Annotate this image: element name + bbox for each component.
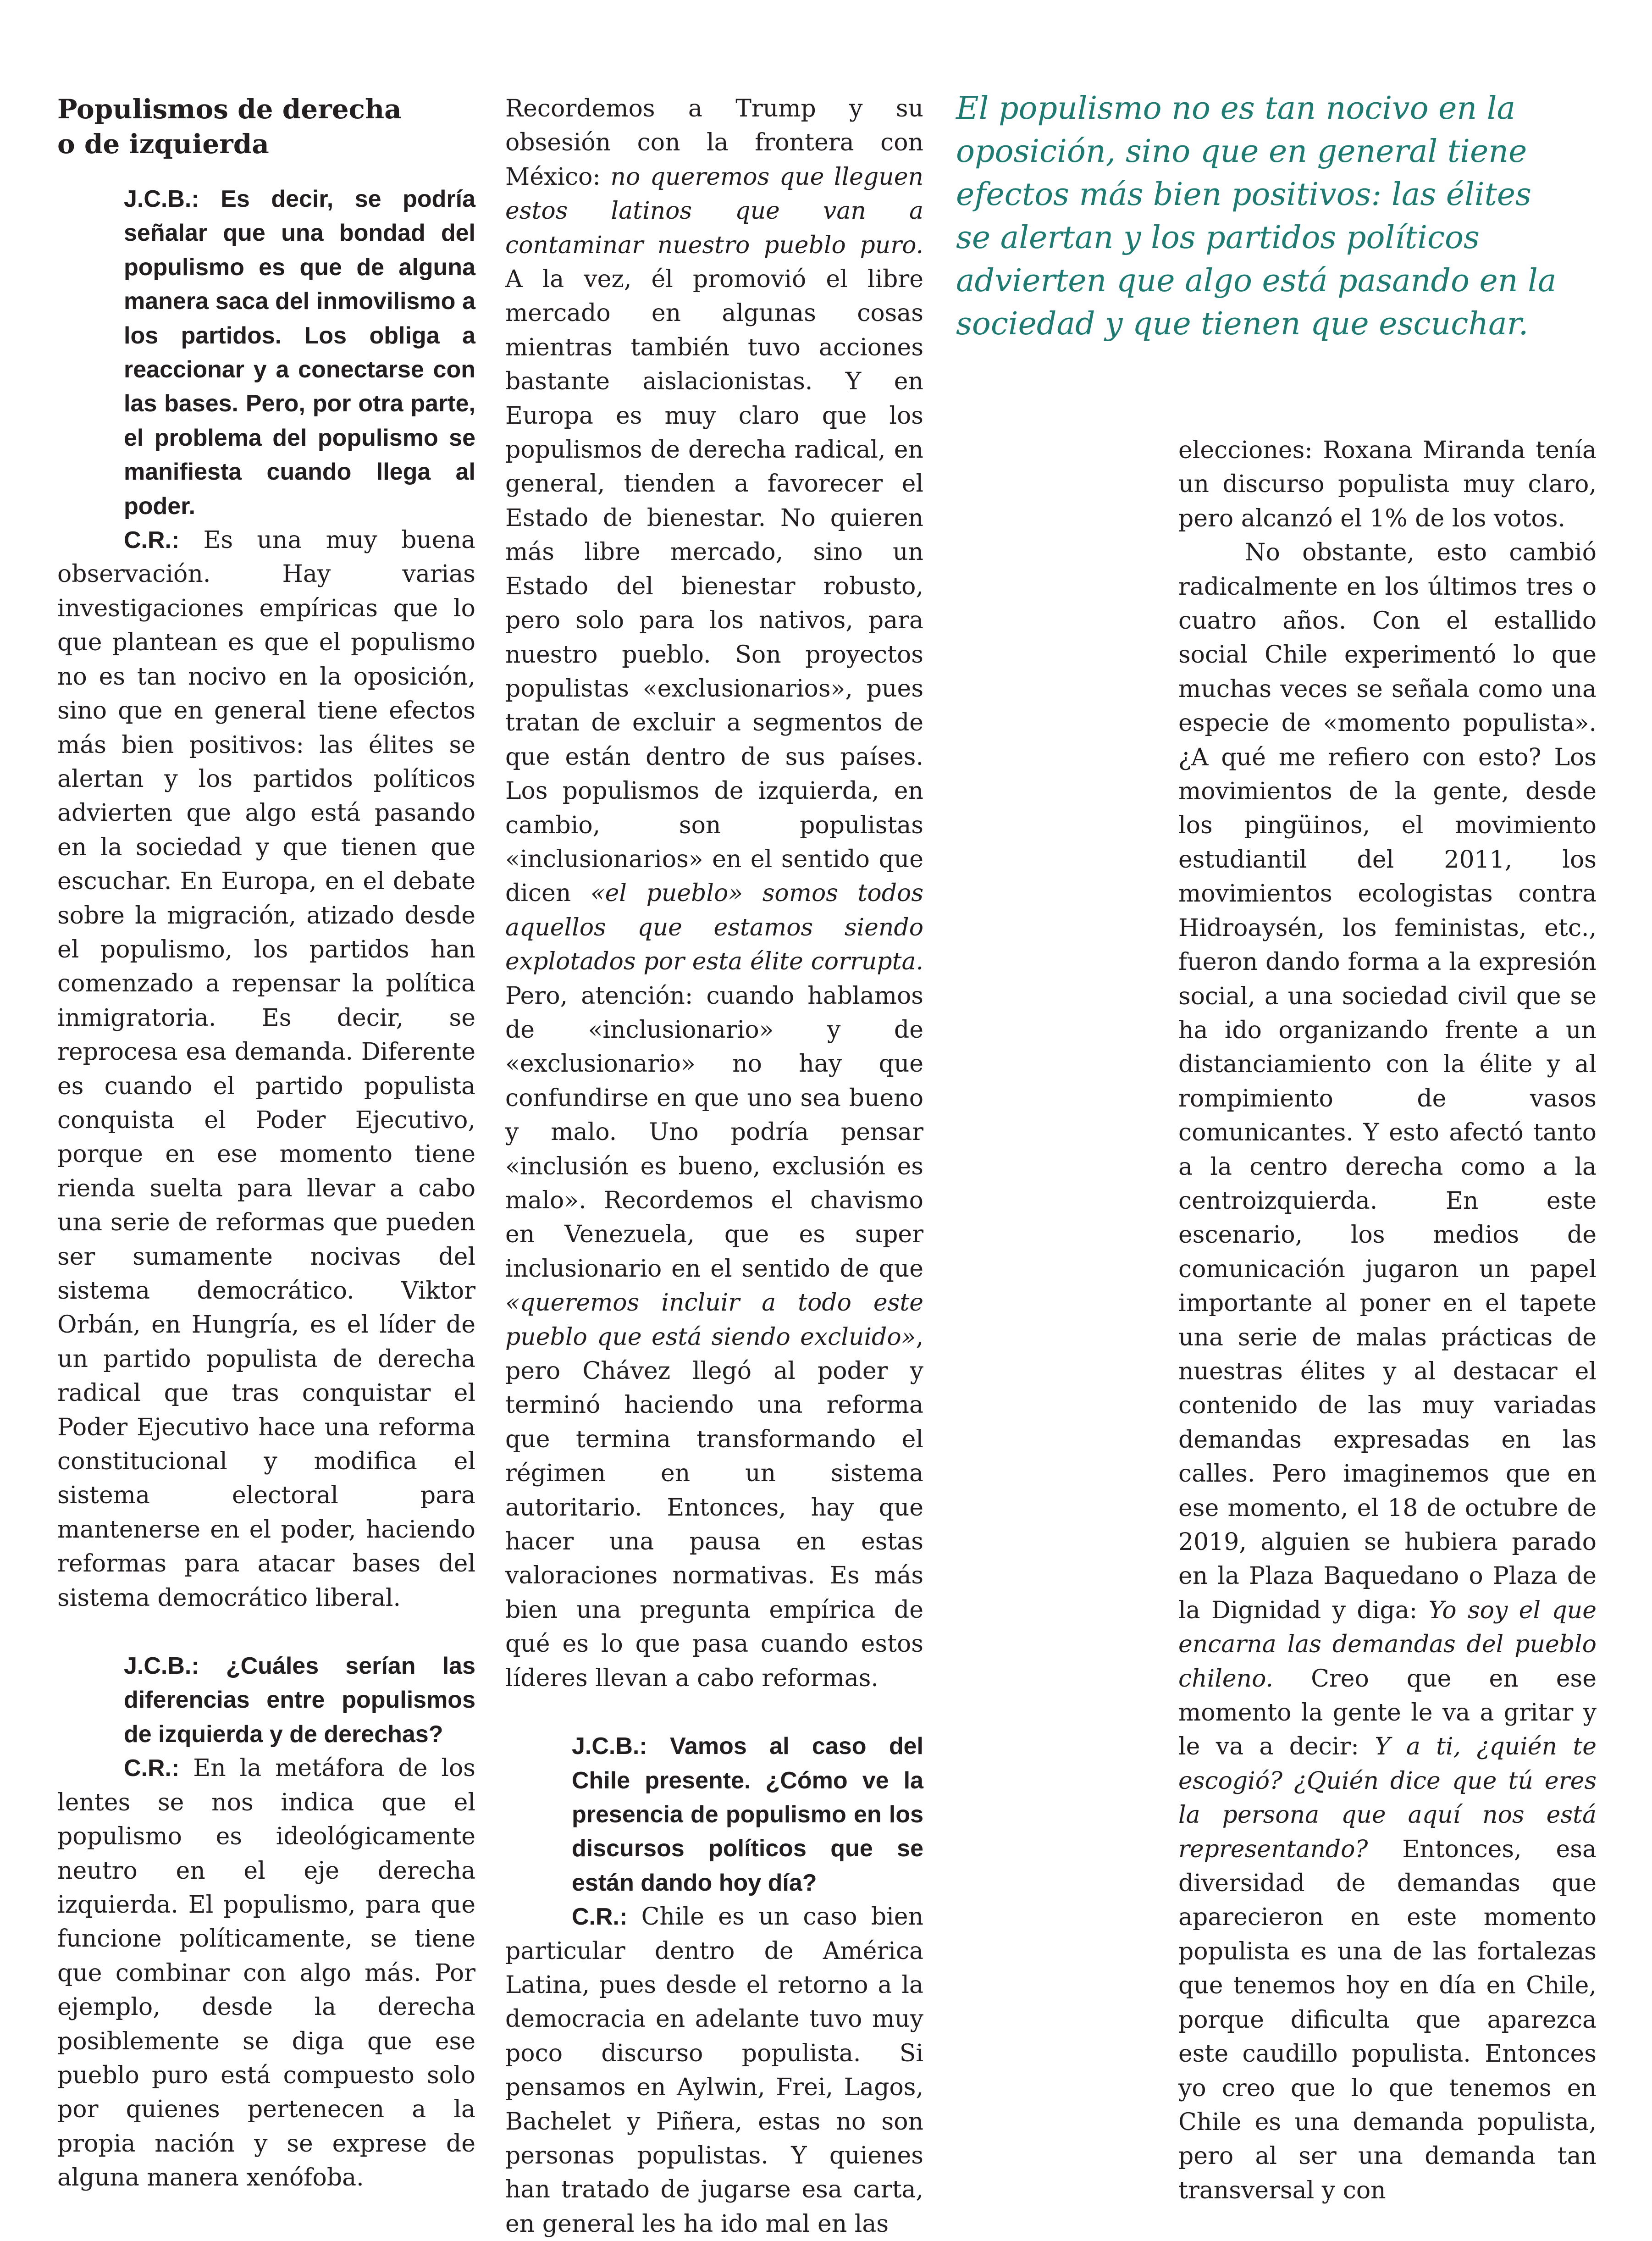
answer-continued <box>505 92 923 1695</box>
italic-quote: «el pueblo» somos todos aquellos que estamos siendo explotados por esta élite corrupta. <box>505 880 924 976</box>
answer-3 <box>505 1900 923 2241</box>
text-run: , pero Chávez llegó al poder y terminó haciendo una reforma que termina transformando el régimen en un sistema autoritario. Entonces, hay que hacer una pausa en estas valoraciones normativas. Es más bien una pregunta empírica de qué es lo que pasa cuando estos líderes llevan a cabo reformas. <box>505 1323 923 1692</box>
spacer <box>57 1615 475 1649</box>
italic-quote: no queremos que lleguen estos latinos que van a contaminar nuestro pueblo puro. <box>505 163 923 259</box>
text-run: Pero, atención: cuando hablamos de «inclusionario» y de «exclusionario» no hay que confundirse en que uno sea bueno y malo. Uno podría pensar «inclusión es bueno, exclusión es malo». Recordemos el chavismo en Venezuela, que es super inclusionario en el sentido de que <box>505 982 923 1283</box>
answer-2-text: En la metáfora de los lentes se nos indica que el populismo es ideológicamente neutro en el eje derecha izquierda. El populismo, para que funcione políticamente, se tiene que combinar con algo más. Por ejemplo, desde la derecha posiblemente se diga que ese pueblo puro está compuesto solo por quienes pertenecen a la propia nación y se exprese de alguna manera xenófoba. <box>57 1754 475 2192</box>
speaker-label: C.R.: <box>124 1755 180 1782</box>
speaker-label: C.R.: <box>572 1903 628 1931</box>
interviewer-question-3: J.C.B.: Vamos al caso del Chile presente. ¿Cómo ve la presencia de populismo en los discursos políticos que se están dando hoy día? <box>572 1733 923 1896</box>
italic-quote: «queremos incluir a todo este pueblo que está siendo excluido» <box>505 1289 923 1351</box>
pull-quote: El populismo no es tan nocivo en la oposición, sino que en general tiene efectos más bien positivos: las élites se alertan y los partidos políticos advierten que algo está pasando en la sociedad y que tienen que escuchar. <box>956 90 1557 342</box>
column-3 <box>1178 433 1597 2208</box>
italic-quote: Yo soy el que encarna las demandas del pueblo chileno. <box>1178 1596 1597 1693</box>
answer-1-text: Es una muy buena observación. Hay varias investigaciones empíricas que lo que plantean es que el populismo no es tan nocivo en la oposición, sino que en general tiene efectos más bien positivos: las élites se alertan y los partidos políticos advierten que algo está pasando en la sociedad y que tienen que escuchar. En Europa, en el debate sobre la migración, atizado desde el populismo, los partidos han comenzado a repensar la política inmigratoria. Es decir, se reprocesa esa demanda. Diferente es cuando el partido populista conquista el Poder Ejecutivo, porque en ese momento tiene rienda suelta para llevar a cabo una serie de reformas que pueden ser sumamente nocivas del sistema democrático. Viktor Orbán, en Hungría, es el líder de un partido populista de derecha radical que tras conquistar el Poder Ejecutivo hace una reforma constitucional y modifica el sistema electoral para mantenerse en el poder, haciendo reformas para atacar bases del sistema democrático liberal. <box>57 526 476 1612</box>
section-heading-line-1: Populismos de derecha <box>57 94 402 125</box>
answer-2 <box>57 1751 475 2195</box>
answer-paragraph <box>1178 536 1597 2208</box>
column-1 <box>57 92 475 2195</box>
column-2 <box>505 92 923 2241</box>
text-run: A la vez, él promovió el libre mercado en algunas cosas mientras también tuvo acciones bastante aislacionistas. Y en Europa es muy claro que los populismos de derecha radical, en general, tienden a favorecer el Estado de bienestar. No quieren más libre mercado, sino un Estado del bienestar robusto, pero solo para los nativos, para nuestro pueblo. Son proyectos populistas «exclusionarios», pues tratan de excluir a segmentos de que están dentro de sus países. Los populismos de izquierda, en cambio, son populistas «inclusionarios» en el sentido que dicen <box>505 266 923 907</box>
interviewer-question-1: J.C.B.: Es decir, se podría señalar que una bondad del populismo es que de alguna manera saca del inmovilismo a los partidos. Los obliga a reaccionar y a conectarse con las bases. Pero, por otra parte, el problema del populismo se manifiesta cuando llega al poder. <box>124 186 475 520</box>
section-heading <box>57 92 475 161</box>
interviewer-question-2: J.C.B.: ¿Cuáles serían las diferencias entre populismos de izquierda y de derechas? <box>124 1653 475 1748</box>
speaker-label: C.R.: <box>124 527 180 554</box>
text-run: Recordemos a Trump y su obsesión con la frontera con México: <box>505 95 923 191</box>
spacer <box>57 161 475 182</box>
text-run: Creo que en ese momento la gente le va a gritar y le va a decir: <box>1178 1665 1597 1761</box>
italic-quote: Y a ti, ¿quién te escogió? ¿Quién dice que tú eres la persona que aquí nos está representando? <box>1178 1733 1597 1863</box>
answer-continued: elecciones: Roxana Miranda tenía un discurso populista muy claro, pero alcanzó el 1% de los votos. <box>1178 437 1597 532</box>
text-run: Entonces, esa diversidad de demandas que aparecieron en este momento populista es una de las fortalezas que tenemos hoy en día en Chile, porque dificulta que aparezca este caudillo populista. Entonces yo creo que lo que tenemos en Chile es una demanda populista, pero al ser una demanda tan transversal y con <box>1178 1835 1597 2204</box>
spacer <box>505 1695 923 1729</box>
answer-1 <box>57 523 475 1615</box>
text-run: No obstante, esto cambió radicalmente en los últimos tres o cuatro años. Con el estallido social Chile experimentó lo que muchas veces se señala como una especie de «momento populista». ¿A qué me refiero con esto? Los movimientos de la gente, desde los pingüinos, el movimiento estudiantil del 2011, los movimientos ecologistas contra Hidroaysén, los feministas, etc., fueron dando forma a la expresión social, a una sociedad civil que se ha ido organizando frente a un distanciamiento con la élite y al rompimiento de vasos comunicantes. Y esto afectó tanto a la centro derecha como a la centroizquierda. En este escenario, los medios de comunicación jugaron un papel importante al poner en el tapete una serie de malas prácticas de nuestras élites y al destacar el contenido de las muy variadas demandas expresadas en las calles. Pero imaginemos que en ese momento, el 18 de octubre de 2019, alguien se hubiera parado en la Plaza Baquedano o Plaza de la Dignidad y diga: <box>1178 539 1597 1624</box>
section-heading-line-2: o de izquierda <box>57 128 269 160</box>
answer-3-text: Chile es un caso bien particular dentro de América Latina, pues desde el retorno a la democracia en adelante tuvo muy poco discurso populista. Si pensamos en Aylwin, Frei, Lagos, Bachelet y Piñera, estas no son personas populistas. Y quienes han tratado de jugarse esa carta, en general les ha ido mal en las <box>505 1903 923 2238</box>
